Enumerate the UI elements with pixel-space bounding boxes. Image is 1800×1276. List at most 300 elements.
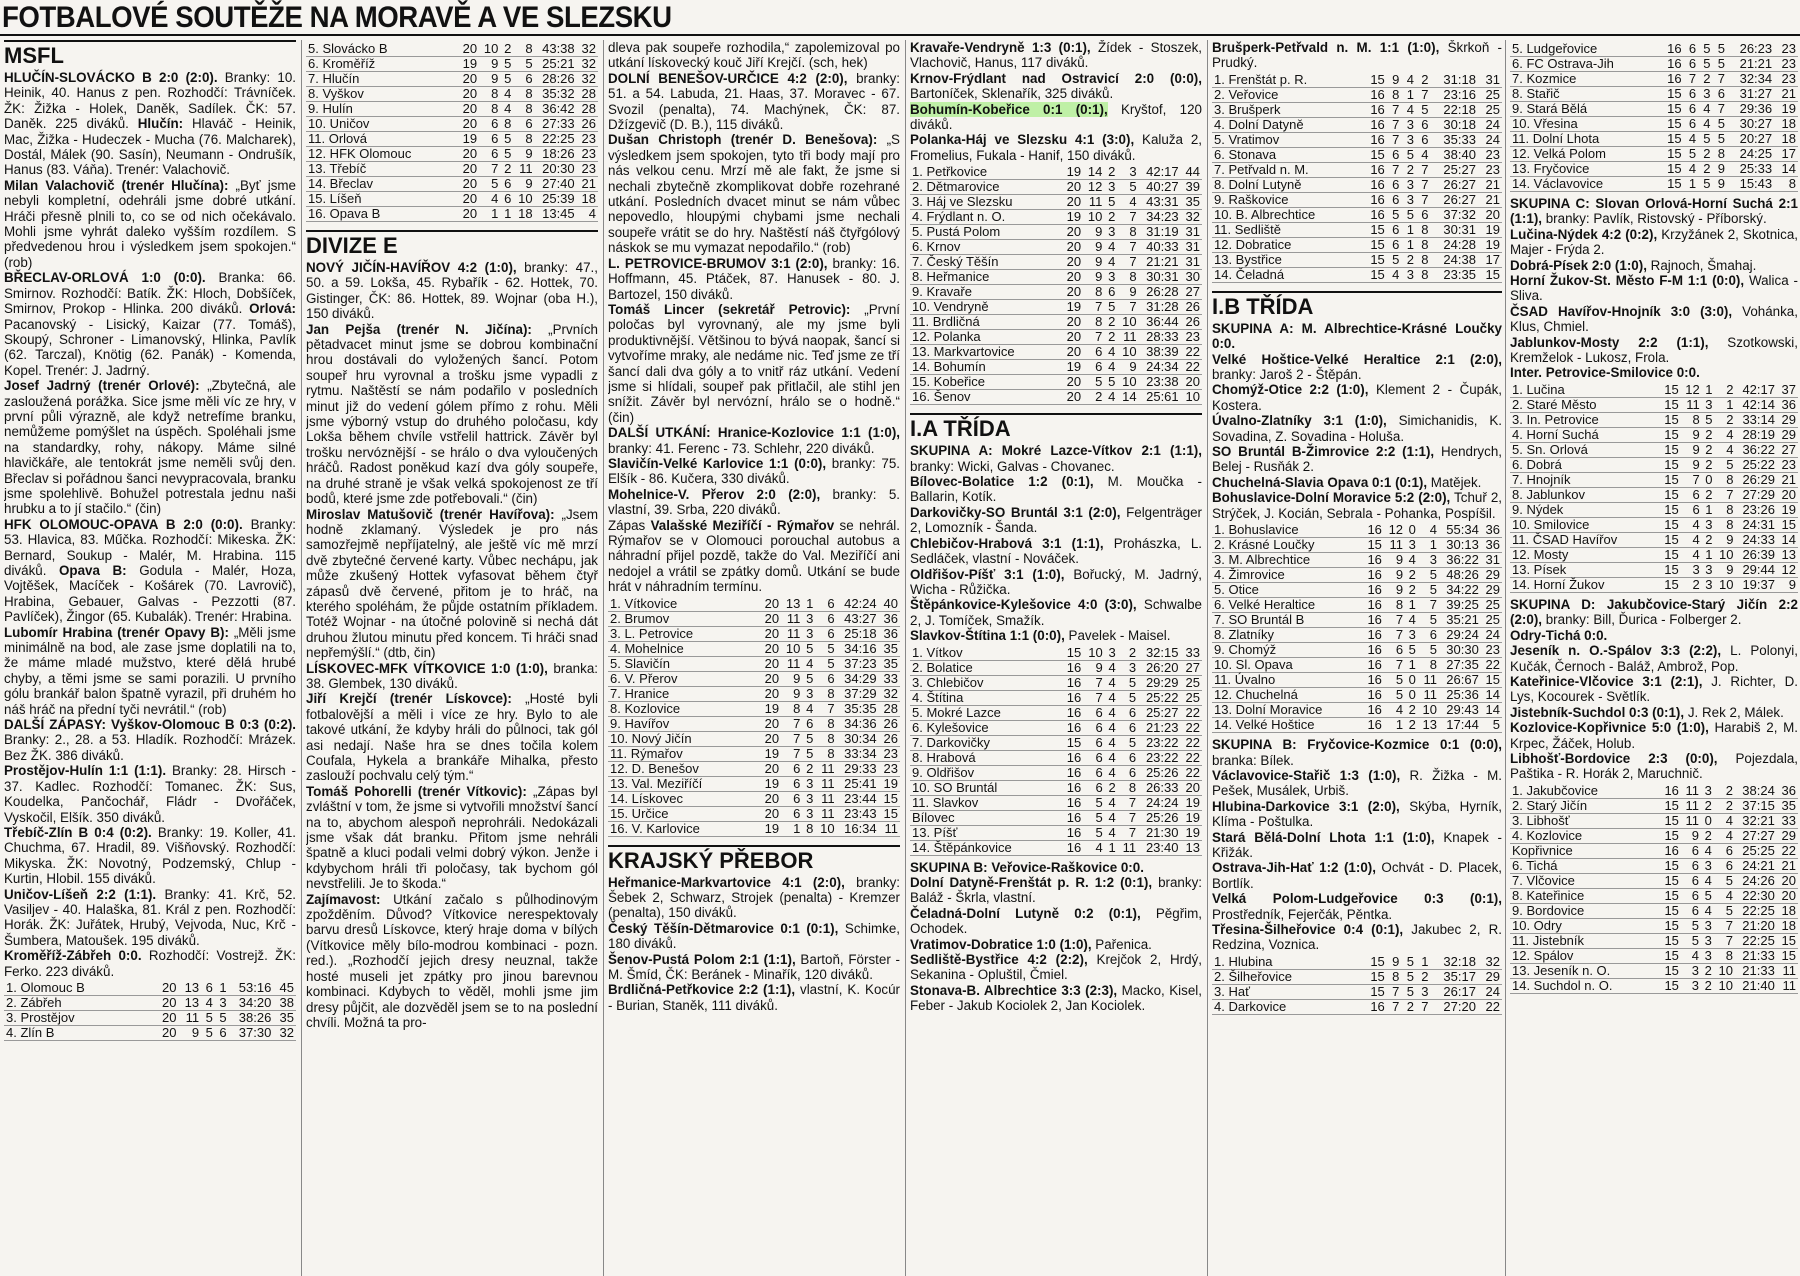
report-paragraph: DALŠÍ ZÁPASY: Vyškov-Olomouc B 0:3 (0:2). Branky: 2., 28. a 53. Hladík. Rozhodčí: Mrázek. Bez ŽK. 386 diváků. xyxy=(4,717,296,763)
section-title-divize-e: DIVIZE E xyxy=(306,230,598,258)
stat-cell: 6 xyxy=(781,761,802,776)
stat-cell: 16:34 xyxy=(837,821,879,836)
page-headline: FOTBALOVÉ SOUTĚŽE NA MORAVĚ A VE SLEZSKU xyxy=(2,1,672,34)
stat-cell: 5 xyxy=(1401,147,1416,162)
stat-cell: 19 xyxy=(1478,237,1502,252)
stat-cell: 15 xyxy=(1660,873,1681,888)
stat-cell: 25:18 xyxy=(837,626,879,641)
stat-cell: 20 xyxy=(1062,390,1083,405)
stat-cell: 23 xyxy=(1181,330,1202,345)
stat-cell: 19 xyxy=(1062,165,1083,180)
stat-cell: 7 xyxy=(1384,613,1405,628)
stat-cell: 5 xyxy=(802,641,815,656)
table-row xyxy=(306,192,598,207)
report-paragraph: Zajímavost: Utkání začalo s půlhodinovým zpožděním. Důvod? Vítkovice nerespektovaly barvu dresů Lískovce, který hraje doma v bílých (Vítkovice měly bílo-modrou kombinaci - pozn. red.). „Rozhodčí jejich dresy neuznal, takže hosté museli jet zpátky pro jinou barevnou kombinaci. Kdybych to věděl, mohli jsme jim dresy půjčit, ale dozvěděl jsem se to na poslední chvíli. Možná ta pro- xyxy=(306,891,598,1030)
stat-cell: 30:31 xyxy=(1431,222,1478,237)
table-row xyxy=(1212,969,1502,984)
stat-cell: 23 xyxy=(879,761,900,776)
stat-cell: 26:33 xyxy=(1138,780,1180,795)
stat-cell: 2 xyxy=(500,162,513,177)
stat-cell: 43:27 xyxy=(837,611,879,626)
stat-cell: 40:27 xyxy=(1139,180,1181,195)
team-cell: 6. Stonava xyxy=(1212,147,1363,162)
table-row xyxy=(910,765,1202,780)
stat-cell: 20 xyxy=(1062,270,1083,285)
stat-cell: 16 xyxy=(1062,660,1083,675)
team-cell: 11. Jistebník xyxy=(1510,933,1660,948)
report-paragraph: Slavičín-Velké Karlovice 1:1 (0:0), branky: 75. Elšík - 86. Kučera, 330 diváků. xyxy=(608,455,900,487)
stat-cell: 42:17 xyxy=(1139,165,1181,180)
table-row xyxy=(4,1010,296,1025)
team-cell: 10. Odry xyxy=(1510,918,1660,933)
stat-cell: 25:26 xyxy=(1138,765,1180,780)
stat-cell: 2 xyxy=(1701,978,1714,993)
stat-cell: 3 xyxy=(802,776,815,791)
stat-cell: 2 xyxy=(802,761,815,776)
stat-cell: 23:35 xyxy=(1431,267,1478,282)
stat-cell: 8 xyxy=(513,102,534,117)
msfl-table-part2 xyxy=(306,42,598,222)
stat-cell: 9 xyxy=(1387,955,1402,970)
stat-cell: 31:28 xyxy=(1139,300,1181,315)
team-cell: 4. Kozlovice xyxy=(1510,828,1660,843)
stat-cell: 6 xyxy=(215,1025,229,1040)
stat-cell: 22:25 xyxy=(535,132,577,147)
table-row xyxy=(4,1025,296,1040)
team-cell: 1. Olomouc B xyxy=(4,981,156,996)
stat-cell: 7 xyxy=(1387,102,1402,117)
stat-cell: 20 xyxy=(458,102,479,117)
stat-cell: 12 xyxy=(1083,180,1104,195)
stat-cell: 15 xyxy=(1363,237,1387,252)
stat-cell: 16 xyxy=(1660,784,1681,799)
stat-cell: 15 xyxy=(1660,963,1681,978)
stat-cell: 1 xyxy=(479,207,500,222)
stat-cell: 35:21 xyxy=(1439,613,1481,628)
col6-paras2 xyxy=(1510,597,1798,782)
stat-cell: 24:26 xyxy=(1735,873,1777,888)
report-paragraph: SKUPINA B: Veřovice-Raškovice 0:0. xyxy=(910,859,1144,875)
stat-cell: 39 xyxy=(1181,180,1202,195)
stat-cell: 6 xyxy=(1684,57,1698,72)
stat-cell: 4 xyxy=(1714,828,1735,843)
stat-cell: 4 xyxy=(1387,267,1402,282)
stat-cell: 32 xyxy=(1181,210,1202,225)
stat-cell: 8 xyxy=(1117,270,1138,285)
team-cell: 2. Dětmarovice xyxy=(910,180,1062,195)
stat-cell: 15 xyxy=(1363,955,1387,970)
stat-cell: 4 xyxy=(1117,195,1138,210)
col5-paras2 xyxy=(1212,321,1502,521)
team-cell: 13. Fryčovice xyxy=(1510,162,1660,177)
stat-cell: 5 xyxy=(1387,207,1402,222)
table-row xyxy=(1510,813,1798,828)
team-cell: 14. Velké Hoštice xyxy=(1212,718,1363,733)
table-row xyxy=(1212,538,1502,553)
stat-cell: 3 xyxy=(215,995,229,1010)
stat-cell: 33 xyxy=(1777,813,1798,828)
stat-cell: 15 xyxy=(1660,532,1681,547)
stat-cell: 28:19 xyxy=(1735,427,1777,442)
report-paragraph: Mohelnice-V. Přerov 2:0 (2:0), branky: 5. vlastní, 39. Srba, 220 diváků. xyxy=(608,486,900,518)
stat-cell: 2 xyxy=(1401,999,1416,1014)
stat-cell: 25:61 xyxy=(1139,390,1181,405)
stat-cell: 25:41 xyxy=(837,776,879,791)
stat-cell: 8 xyxy=(513,87,534,102)
stat-cell: 23 xyxy=(1774,72,1798,87)
stat-cell: 0 xyxy=(1405,523,1418,538)
stat-cell: 7 xyxy=(1416,999,1431,1014)
stat-cell: 22 xyxy=(1181,765,1203,780)
headline-rule xyxy=(0,34,1800,36)
stat-cell: 20 xyxy=(760,671,781,686)
team-cell: Bílovec xyxy=(910,810,1062,825)
team-cell: 4. Frýdlant n. O. xyxy=(910,210,1062,225)
table-row xyxy=(1510,933,1798,948)
column-rule xyxy=(603,40,604,1276)
stat-cell: 3 xyxy=(802,686,815,701)
stat-cell: 8 xyxy=(1714,948,1735,963)
stat-cell: 11 xyxy=(1418,688,1439,703)
stat-cell: 8 xyxy=(513,42,534,57)
stat-cell: 25:27 xyxy=(1138,705,1180,720)
team-cell: 9. Kravaře xyxy=(910,285,1062,300)
stat-cell: 7 xyxy=(1713,72,1727,87)
team-cell: 6. Tichá xyxy=(1510,858,1660,873)
team-cell: 3. Chlebičov xyxy=(910,675,1062,690)
team-cell: 13. Bystřice xyxy=(1212,252,1363,267)
stat-cell: 20 xyxy=(458,72,479,87)
stat-cell: 15 xyxy=(1660,562,1681,577)
team-cell: 3. M. Albrechtice xyxy=(1212,553,1363,568)
stat-cell: 20:30 xyxy=(535,162,577,177)
table-row xyxy=(1212,102,1502,117)
table-row xyxy=(306,177,598,192)
stat-cell: 3 xyxy=(1401,177,1416,192)
team-cell: 10. Vendryně xyxy=(910,300,1062,315)
stat-cell: 32 xyxy=(577,42,598,57)
stat-cell: 11 xyxy=(1681,784,1701,799)
stat-cell: 5 xyxy=(802,671,815,686)
team-cell: 8. Kozlovice xyxy=(608,701,760,716)
team-cell: 14. Lískovec xyxy=(608,791,760,806)
stat-cell: 20 xyxy=(760,686,781,701)
stat-cell: 2 xyxy=(1104,210,1117,225)
stat-cell: 22 xyxy=(1181,750,1203,765)
stat-cell: 31 xyxy=(1181,255,1202,270)
stat-cell: 16 xyxy=(1363,703,1384,718)
stat-cell: 15 xyxy=(1660,577,1681,592)
col2-paras xyxy=(306,260,598,1030)
stat-cell: 4 xyxy=(1701,873,1714,888)
stat-cell: 5 xyxy=(500,132,513,147)
stat-cell: 6 xyxy=(1681,502,1702,517)
stat-cell: 35:32 xyxy=(535,87,577,102)
stat-cell: 6 xyxy=(1681,858,1701,873)
stat-cell: 14 xyxy=(1481,688,1502,703)
team-cell: 3. Brušperk xyxy=(1212,102,1363,117)
stat-cell: 35 xyxy=(273,1010,296,1025)
stat-cell: 23 xyxy=(577,162,598,177)
team-cell: 7. Darkovičky xyxy=(910,735,1062,750)
team-cell: Kopřivnice xyxy=(1510,843,1660,858)
stat-cell: 1 xyxy=(1401,87,1416,102)
stat-cell: 8 xyxy=(479,87,500,102)
stat-cell: 15 xyxy=(1363,267,1387,282)
stat-cell: 4 xyxy=(1105,765,1118,780)
stat-cell: 23:43 xyxy=(837,806,879,821)
stat-cell: 7 xyxy=(1684,72,1698,87)
table-row xyxy=(1510,457,1798,472)
stat-cell: 6 xyxy=(201,981,215,996)
stat-cell: 8 xyxy=(815,746,836,761)
stat-cell: 20 xyxy=(1062,195,1083,210)
stat-cell: 9 xyxy=(1387,73,1402,88)
table-row xyxy=(1212,583,1502,598)
stat-cell: 25:22 xyxy=(1735,457,1777,472)
table-row xyxy=(608,761,900,776)
stat-cell: 13 xyxy=(178,995,201,1010)
stat-cell: 15 xyxy=(1777,948,1798,963)
table-row xyxy=(910,735,1202,750)
stat-cell: 3 xyxy=(802,611,815,626)
stat-cell: 28:26 xyxy=(535,72,577,87)
stat-cell: 27:20 xyxy=(1431,999,1478,1014)
stat-cell: 8 xyxy=(513,132,534,147)
table-row xyxy=(910,270,1202,285)
stat-cell: 7 xyxy=(1118,825,1138,840)
stat-cell: 16 xyxy=(1363,643,1384,658)
stat-cell: 3 xyxy=(1104,180,1117,195)
table-row xyxy=(910,780,1202,795)
table-row xyxy=(910,825,1202,840)
table-row xyxy=(1212,568,1502,583)
stat-cell: 3 xyxy=(1702,517,1715,532)
stat-cell: 2 xyxy=(1401,162,1416,177)
highlighted-match: Bohumín-Kobeřice 0:1 (0:1), xyxy=(910,101,1108,117)
stat-cell: 7 xyxy=(781,746,802,761)
stat-cell: 8 xyxy=(1416,222,1431,237)
stat-cell: 16 xyxy=(1062,795,1083,810)
stat-cell: 4 xyxy=(1401,102,1416,117)
stat-cell: 6 xyxy=(513,117,534,132)
stat-cell: 3 xyxy=(1701,918,1714,933)
stat-cell: 4 xyxy=(802,656,815,671)
table-row xyxy=(1212,117,1502,132)
stat-cell: 2 xyxy=(1118,646,1138,661)
krajsky-prebor-table xyxy=(910,165,1202,405)
stat-cell: 5 xyxy=(1713,42,1727,57)
stat-cell: 6 xyxy=(1681,843,1701,858)
stat-cell: 15 xyxy=(1363,73,1387,88)
stat-cell: 16 xyxy=(1062,810,1083,825)
stat-cell: 16 xyxy=(1363,117,1387,132)
stat-cell: 1 xyxy=(1401,222,1416,237)
stat-cell: 1 xyxy=(1418,538,1439,553)
stat-cell: 9 xyxy=(1713,162,1727,177)
stat-cell: 2 xyxy=(1698,72,1712,87)
stat-cell: 4 xyxy=(1105,675,1118,690)
stat-cell: 20 xyxy=(760,731,781,746)
stat-cell: 25:22 xyxy=(1138,690,1180,705)
stat-cell: 5 xyxy=(1681,918,1701,933)
stat-cell: 27 xyxy=(1777,442,1798,457)
stat-cell: 16 xyxy=(1062,840,1083,855)
team-cell: 7. Český Těšín xyxy=(910,255,1062,270)
stat-cell: 20 xyxy=(1777,873,1798,888)
team-cell: 1. Vítkov xyxy=(910,646,1062,661)
report-paragraph: Dolní Datyně-Frenštát p. R. 1:2 (0:1), branky: Baláž - Škrla, vlastní. xyxy=(910,874,1202,906)
team-cell: 12. Spálov xyxy=(1510,948,1660,963)
stat-cell: 7 xyxy=(1083,330,1104,345)
table-row xyxy=(1510,963,1798,978)
stat-cell: 16 xyxy=(1363,583,1384,598)
team-cell: 13. Val. Meziříčí xyxy=(608,776,760,791)
stat-cell: 5 xyxy=(815,641,836,656)
table-row xyxy=(1212,87,1502,102)
stat-cell: 20 xyxy=(458,117,479,132)
table-row xyxy=(910,255,1202,270)
table-row xyxy=(910,840,1202,855)
table-row xyxy=(306,132,598,147)
stat-cell: 16 xyxy=(1363,87,1387,102)
stat-cell: 2 xyxy=(1714,798,1735,813)
stat-cell: 29 xyxy=(1777,427,1798,442)
table-row xyxy=(306,57,598,72)
stat-cell: 7 xyxy=(815,701,836,716)
stat-cell: 20 xyxy=(458,162,479,177)
report-paragraph: Milan Valachovič (trenér Hlučína): „Byť jsme nebyli kompletní, odehráli jsme dobré utkání. Hráči přesně plnili to, co se od nich očekávalo. Mohli jsme vyhrát daleko vyšším rozdílem. S předvedenou hrou i výsledkem jsem spokojen.“ (rob) xyxy=(4,177,296,270)
stat-cell: 7 xyxy=(1418,598,1439,613)
stat-cell: 6 xyxy=(802,716,815,731)
team-cell: 14. Bohumín xyxy=(910,360,1062,375)
table-row xyxy=(1212,673,1502,688)
stat-cell: 5 xyxy=(1698,132,1712,147)
table-row xyxy=(1212,613,1502,628)
table-row xyxy=(1212,162,1502,177)
stat-cell: 32:21 xyxy=(1735,813,1777,828)
column-6 xyxy=(1510,40,1798,1276)
stat-cell: 6 xyxy=(1387,237,1402,252)
stat-cell: 9 xyxy=(1117,360,1138,375)
report-paragraph: Prostějov-Hulín 1:1 (1:1). Branky: 28. Hirsch - 37. Kadlec. Rozhodčí: Tomanec. ŽK: Sus, Koudelka, Pančochář, Fládr - Dvořáček, Vyskočil, Elšík. 350 diváků. xyxy=(4,763,296,825)
stat-cell: 19 xyxy=(1062,300,1083,315)
stat-cell: 4 xyxy=(1105,810,1118,825)
stat-cell: 18 xyxy=(1777,903,1798,918)
stat-cell: 2 xyxy=(1702,427,1715,442)
stat-cell: 16 xyxy=(1660,72,1684,87)
stat-cell: 6 xyxy=(1684,117,1698,132)
stat-cell: 15 xyxy=(1660,487,1681,502)
report-paragraph: SKUPINA A: M. Albrechtice-Krásné Loučky 0:0. xyxy=(1212,320,1502,352)
table-row xyxy=(1510,858,1798,873)
stat-cell: 16 xyxy=(1363,192,1387,207)
team-cell: 7. SO Bruntál B xyxy=(1212,613,1363,628)
stat-cell: 9 xyxy=(513,147,534,162)
team-cell: 9. Oldřišov xyxy=(910,765,1062,780)
table-row xyxy=(1212,267,1502,282)
ib-skupina-b-table-part1 xyxy=(1212,955,1502,1015)
stat-cell: 5 xyxy=(1083,825,1104,840)
team-cell: 10. Vřesina xyxy=(1510,117,1660,132)
stat-cell: 15 xyxy=(1660,147,1684,162)
stat-cell: 23:22 xyxy=(1138,735,1180,750)
team-cell: 3. L. Petrovice xyxy=(608,626,760,641)
stat-cell: 2 xyxy=(1104,330,1117,345)
table-row xyxy=(1510,177,1798,192)
stat-cell: 3 xyxy=(1681,562,1702,577)
team-cell: 2. Brumov xyxy=(608,611,760,626)
stat-cell: 26:27 xyxy=(1431,177,1478,192)
table-row xyxy=(1212,147,1502,162)
stat-cell: 19 xyxy=(1478,222,1502,237)
stat-cell: 5 xyxy=(1104,300,1117,315)
stat-cell: 28:33 xyxy=(1139,330,1181,345)
stat-cell: 5 xyxy=(1698,177,1712,192)
team-cell: 5. Pustá Polom xyxy=(910,225,1062,240)
column-rule xyxy=(1505,40,1506,1276)
table-row xyxy=(608,821,900,836)
stat-cell: 23:40 xyxy=(1138,840,1180,855)
stat-cell: 31:18 xyxy=(1431,73,1478,88)
stat-cell: 5 xyxy=(1698,57,1712,72)
stat-cell: 3 xyxy=(802,806,815,821)
report-paragraph: Odry-Tichá 0:0. xyxy=(1510,627,1608,643)
stat-cell: 5 xyxy=(500,57,513,72)
stat-cell: 12 xyxy=(1384,523,1405,538)
stat-cell: 8 xyxy=(1714,502,1735,517)
stat-cell: 23 xyxy=(1481,643,1502,658)
stat-cell: 3 xyxy=(1104,225,1117,240)
col5-paras xyxy=(1212,40,1502,71)
stat-cell: 42:17 xyxy=(1735,383,1777,398)
stat-cell: 4 xyxy=(1384,703,1405,718)
report-paragraph: HFK OLOMOUC-OPAVA B 2:0 (0:0). Branky: 53. Hlavica, 83. Műčka. Rozhodčí: Mikeska. ŽK: Bernard, Soukup - Malér, M. Hrabina. 115 diváků. Opava B: Godula - Malér, Hoza, Vojtěšek, Macíček - Košárek (70. Lavrovič), Hrabina, Gebauer, Galvas - Pezzotti (87. Pavlíček), Žingor (65. Kubalák). Trenér: Hrabina. xyxy=(4,516,296,625)
section-title-ia-trida: I.A TŘÍDA xyxy=(910,413,1202,441)
stat-cell: 19 xyxy=(1062,360,1083,375)
stat-cell: 19 xyxy=(1181,810,1203,825)
stat-cell: 23:22 xyxy=(1138,750,1180,765)
stat-cell: 3 xyxy=(1702,562,1715,577)
stat-cell: 14 xyxy=(1774,162,1798,177)
stat-cell: 32 xyxy=(273,1025,296,1040)
stat-cell: 10 xyxy=(1714,577,1735,592)
stat-cell: 29:43 xyxy=(1439,703,1481,718)
stat-cell: 20 xyxy=(1062,285,1083,300)
stat-cell: 4 xyxy=(1083,840,1104,855)
team-cell: 9. Havířov xyxy=(608,716,760,731)
stat-cell: 31 xyxy=(1481,553,1502,568)
stat-cell: 9 xyxy=(1083,270,1104,285)
stat-cell: 36:22 xyxy=(1735,442,1777,457)
team-cell: 1. Jakubčovice xyxy=(1510,784,1660,799)
stat-cell: 6 xyxy=(1387,222,1402,237)
stat-cell: 5 xyxy=(1118,735,1138,750)
report-paragraph: Chuchelná-Slavia Opava 0:1 (0:1), Matějek. xyxy=(1212,474,1482,490)
stat-cell: 35 xyxy=(879,656,900,671)
stat-cell: 5 xyxy=(1384,688,1405,703)
team-cell: 5. Vratimov xyxy=(1212,132,1363,147)
column-2 xyxy=(306,40,598,1276)
stat-cell: 26:29 xyxy=(1735,472,1777,487)
stat-cell: 16 xyxy=(1062,675,1083,690)
stat-cell: 25:36 xyxy=(1439,688,1481,703)
stat-cell: 6 xyxy=(1083,345,1104,360)
stat-cell: 15 xyxy=(1363,969,1387,984)
stat-cell: 4 xyxy=(1681,547,1702,562)
column-rule xyxy=(1207,40,1208,1276)
table-row xyxy=(1212,252,1502,267)
